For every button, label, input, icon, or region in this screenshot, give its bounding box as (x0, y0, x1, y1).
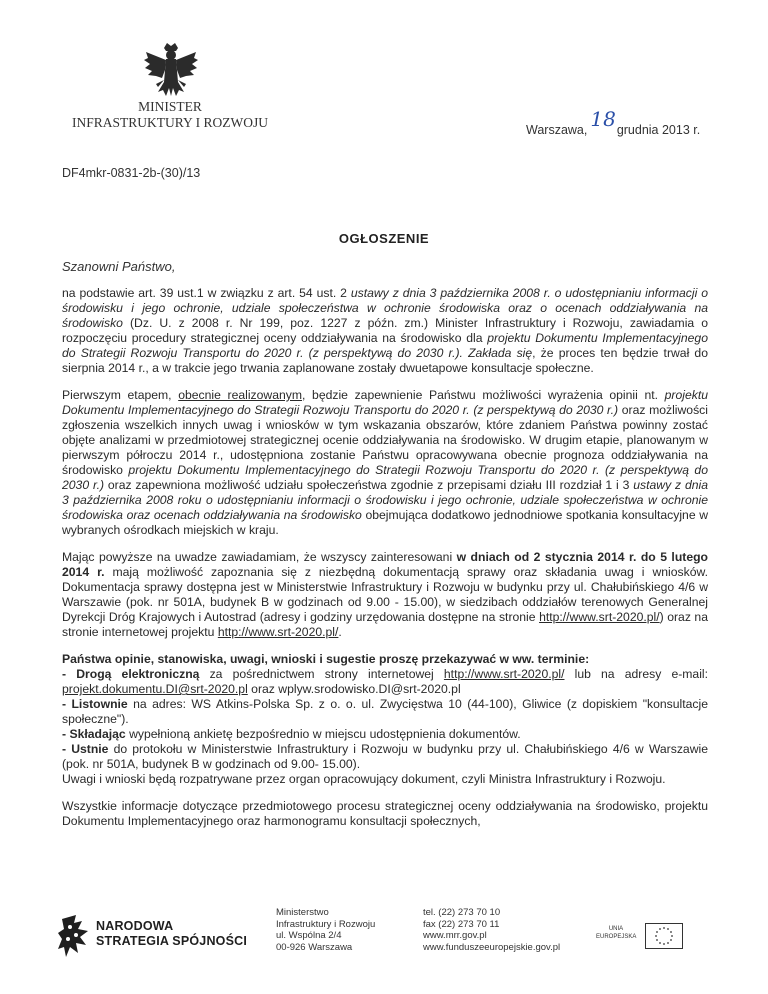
submission-site-link[interactable]: http://www.srt-2020.pl/ (443, 667, 565, 681)
paragraph-legal-basis: na podstawie art. 39 ust.1 w związku z art. 54 ust. 2 ustawy z dnia 3 października 2008 r. o udostępnianiu informacji o środowisku i jego ochronie, udziale społeczeństwa w ochronie środowiska oraz o ocenach oddziaływania na środowisko (Dz. U. z 2008 r. Nr 199, poz. 1227 z późn. zm.) Minister Infrastruktury i Rozwoju, zawiadamia o rozpoczęciu procedury strategicznej oceny oddziaływania na środowisko dla projektu Dokumentu Implementacyjnego do Strategii Rozwoju Transportu do 2020 r. (z perspektywą do 2030 r.). Zakłada się, że proces ten będzie trwał do sierpnia 2014 r., a w trakcie jego trwania zaplanowane zostały dwuetapowe konsultacje społeczne. (62, 286, 708, 375)
nss-logo-icon (58, 913, 92, 959)
footer-link-mrr[interactable]: www.mrr.gov.pl (423, 930, 487, 941)
place-date (526, 107, 701, 139)
email-link-project[interactable]: projekt.dokumentu.DI@srt-2020.pl (62, 682, 248, 696)
footer-link-funds[interactable]: www.funduszeeuropejskie.gov.pl (423, 941, 561, 953)
ministry-line-1: MINISTER (138, 99, 202, 114)
srt-project-link[interactable]: http://www.srt-2020.pl/ (217, 625, 339, 639)
eu-flag-icon (645, 923, 683, 949)
nss-logo-text: NARODOWA STRATEGIA SPÓJNOŚCI (96, 919, 248, 948)
ministry-name (40, 99, 300, 131)
letter-body (62, 286, 708, 841)
footer-phone: tel. (22) 273 70 10 (423, 907, 501, 918)
footer-contact (423, 907, 560, 953)
submission-methods (62, 652, 708, 787)
eagle-emblem-icon (142, 40, 200, 100)
paragraph-information: Wszystkie informacje dotyczące przedmiotowego procesu strategicznej oceny oddziaływania na środowisko, projektu Dokumentu Implementacyjnego oraz harmonogramu konsultacji społecznych, (62, 799, 708, 828)
salutation: Szanowni Państwo, (62, 259, 176, 274)
footer (0, 905, 768, 975)
paragraph-stages: Pierwszym etapem, obecnie realizowanym, będzie zapewnienie Państwu możliwości wyrażenia opinii nt. projektu Dokumentu Implementacyjnego do Strategii Rozwoju Transportu do 2020 r. (z perspektywą do 2030 r.) oraz możliwości zgłoszenia wszelkich innych uwag i wniosków w tym wskazania obszarów, które zdaniem Państwa powinny zostać objęte analizami w przedmiotowej strategicznej ocenie oddziaływania na środowisko. W drugim etapie, planowanym w pierwszym półroczu 2014 r., udostępniona zostanie Państwu opracowywana obecnie prognoza oddziaływania na środowisko projektu Dokumentu Implementacyjnego do Strategii Rozwoju Transportu do 2020 r. (z perspektywą do 2030 r.) oraz zapewniona możliwość udziału społeczeństwa zgodnie z przepisami działu III rozdział 1 i 3 ustawy z dnia 3 października 2008 roku o udostępnianiu informacji o środowisku i jego ochronie, udziale społeczeństwa w ochronie środowiska oraz ocenach oddziaływania na środowisko obejmująca dodatkowo jednodniowe spotkania konsultacyjne w wybranych ośrodkach miejskich w kraju. (62, 388, 708, 537)
reference-number: DF4mkr-0831-2b-(30)/13 (62, 166, 201, 180)
handwritten-day: 18 (590, 107, 616, 131)
submission-header: Państwa opinie, stanowiska, uwagi, wnioski i sugestie proszę przekazywać w ww. terminie: (62, 652, 590, 666)
method-post: - Listownie na adres: WS Atkins-Polska Sp. z o. o. ul. Zwycięstwa 10 (44-100), Gliwice (z dopiskiem "konsultacje społeczne"). (62, 697, 709, 726)
month-year: grudnia 2013 r. (616, 123, 701, 137)
eu-label: UNIA EUROPEJSKA (596, 926, 637, 940)
footer-fax: fax (22) 273 70 11 (423, 918, 500, 930)
srt-link[interactable]: http://www.srt-2020.pl/ (539, 610, 660, 624)
place: Warszawa, (526, 123, 588, 137)
method-oral: - Ustnie do protokołu w Ministerstwie Infrastruktury i Rozwoju w budynku przy ul. Chałubińskiego 4/6 w Warszawie (pok. nr 501A, budynek B w godzinach od 9.00- 15.00). (62, 742, 708, 771)
method-electronic: - Drogą elektroniczną za pośrednictwem strony internetowej http://www.srt-2020.pl/ lub na adresy e-mail: projekt.dokumentu.DI@srt-2020.pl oraz wplyw.srodowisko.DI@srt-2020.pl (62, 667, 709, 696)
paragraph-documentation: Mając powyższe na uwadze zawiadamiam, że wszyscy zainteresowani w dniach od 2 stycznia 2014 r. do 5 lutego 2014 r. mają możliwość zapoznania się z niezbędną dokumentacją sprawy oraz składania uwag i wniosków. Dokumentacja sprawy dostępna jest w Ministerstwie Infrastruktury i Rozwoju w budynku przy ul. Chałubińskiego 4/6 w Warszawie (pok. nr 501A, budynek B w godzinach od 9.00 - 15.00), w siedzibach oddziałów terenowych Generalnej Dyrekcji Dróg Krajowych i Autostrad (adresy i godziny urzędowania dostępne na stronie http://www.srt-2020.pl/) oraz na stronie internetowej projektu http://www.srt-2020.pl/. (62, 550, 708, 639)
submission-closing: Uwagi i wnioski będą rozpatrywane przez organ opracowujący dokument, czyli Ministra Infrastruktury i Rozwoju. (62, 772, 666, 786)
ministry-line-2: INFRASTRUKTURY I ROZWOJU (71, 115, 268, 130)
page-title: OGŁOSZENIE (338, 231, 430, 246)
method-survey: - Składając wypełnioną ankietę bezpośrednio w miejscu udostępnienia dokumentów. (62, 727, 521, 741)
footer-address: Ministerstwo Infrastruktury i Rozwoju ul. Wspólna 2/4 00-926 Warszawa (276, 907, 376, 953)
